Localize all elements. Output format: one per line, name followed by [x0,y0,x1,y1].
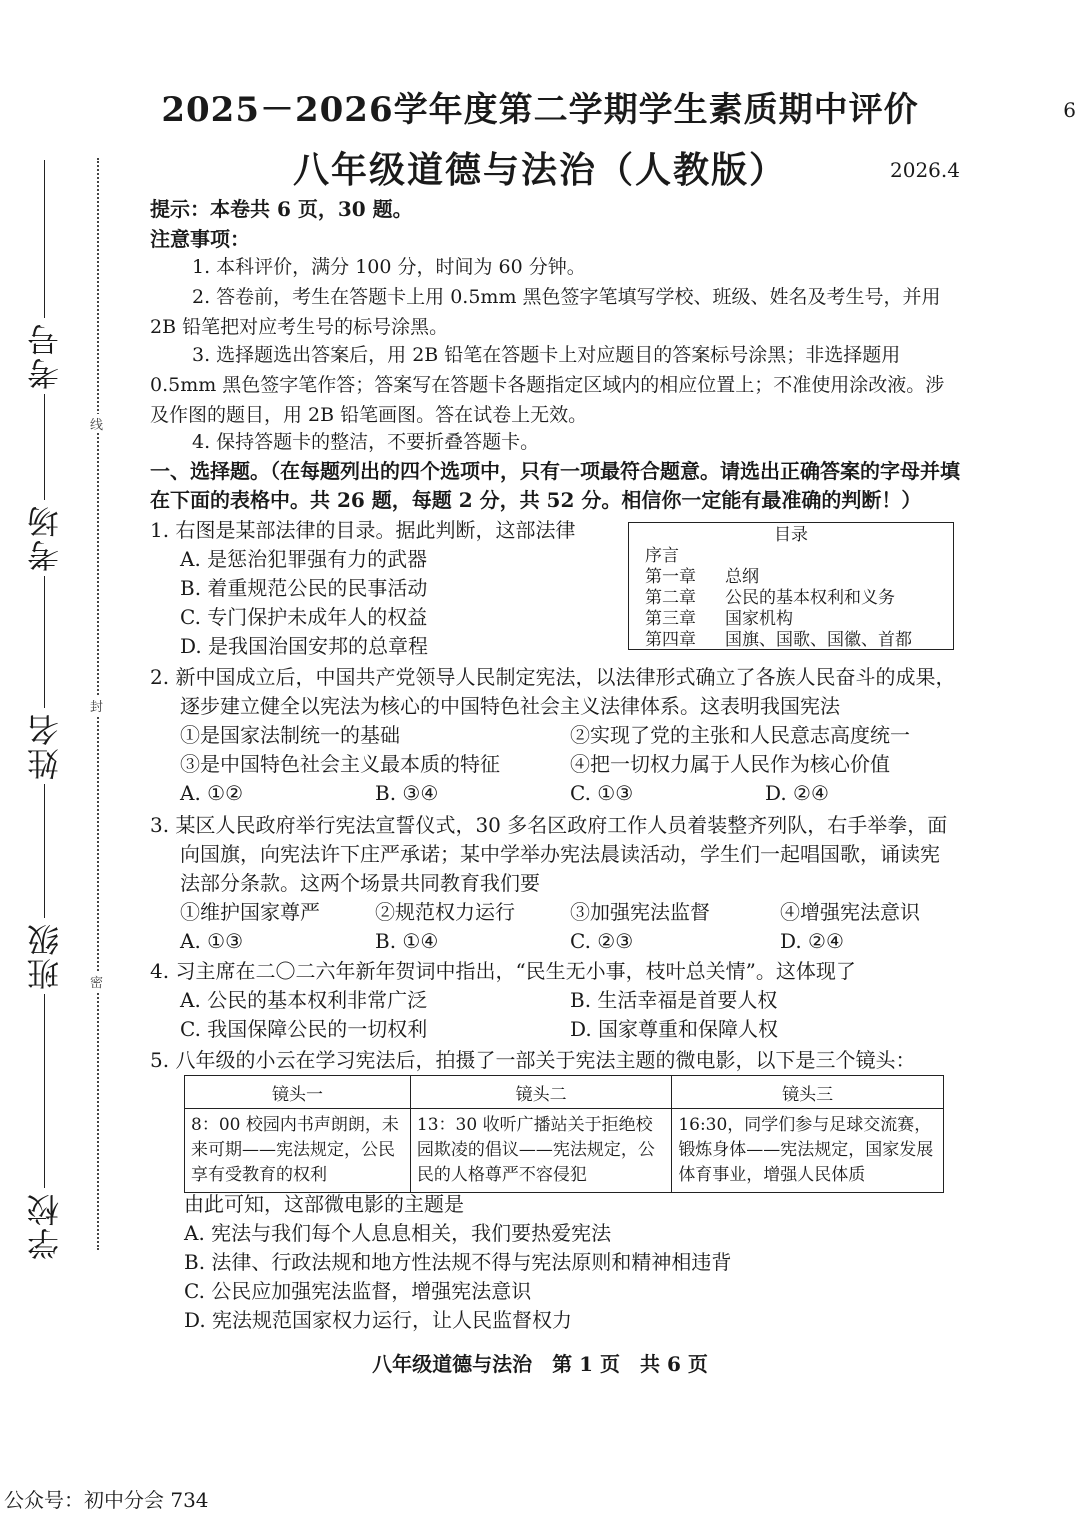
page-footer: 八年级道德与法治 第 1 页 共 6 页 [372,1352,708,1376]
question-5 [150,1046,958,1075]
field-class: 班级 [22,918,68,994]
corner-page-number: 6 [1063,98,1076,122]
statement-3: ③加强宪法监督 [570,900,710,924]
field-exam-room: 考场 [22,500,68,576]
option-c: C. 专门保护未成年人的权益 [180,605,428,629]
notice-title: 注意事项： [150,227,250,251]
option-a: A. ①② [180,781,244,805]
exam-title: 2025－2026学年度第二学期学生素质期中评价 [161,90,919,130]
exam-date: 2026.4 [890,158,960,182]
option-d: D. ②④ [765,781,829,805]
question-3 [150,811,958,956]
cut-mark-seal: 封 [90,696,103,715]
statement-2: ②规范权力运行 [375,900,515,924]
question-stem: 1. 右图是某部法律的目录。据此判断，这部法律 [150,518,576,542]
option-b: B. ①④ [375,929,439,953]
question-stem: 2. 新中国成立后，中国共产党领导人民制定宪法，以法律形式确立了各族人民奋斗的成果，逐步建立健全以宪法为核心的中国特色社会主义法律体系。这表明我国宪法 [150,665,956,718]
shot-3-body: 16:30，同学们参与足球交流赛，锻炼身体——宪法规定，国家发展体育事业，增强人民体质 [672,1109,944,1193]
field-school: 学校 [22,1188,68,1264]
shot-3-header: 镜头三 [672,1076,944,1109]
option-d: D. 国家尊重和保障人权 [570,1017,779,1041]
section-heading: 一、选择题。（在每题列出的四个选项中，只有一项最符合题意。请选出正确答案的字母并填在下面的表格中。共 26 题，每题 2 分，共 52 分。相信你一定能有最准确的判断！） [150,459,960,512]
option-b: B. 生活幸福是首要人权 [570,988,778,1012]
question-2 [150,663,958,808]
notice-item: 4. 保持答题卡的整洁，不要折叠答题卡。 [192,431,540,453]
question-stem: 4. 习主席在二〇二六年新年贺词中指出，“民生无小事，枝叶总关情”。这体现了 [150,959,856,983]
option-b: B. ③④ [375,781,439,805]
toc-preface: 序言 [645,546,679,566]
option-a: A. 公民的基本权利非常广泛 [180,988,428,1012]
shot-2-header: 镜头二 [410,1076,671,1109]
option-a: A. ①③ [180,929,244,953]
shot-2-body: 13：30 收听广播站关于拒绝校园欺凌的倡议——宪法规定，公民的人格尊严不容侵犯 [410,1109,671,1193]
shot-1-body: 8：00 校园内书声朗朗，未来可期——宪法规定，公民享有受教育的权利 [185,1109,411,1193]
question-4 [150,957,958,1044]
cut-mark-line: 线 [90,414,103,433]
question-5-options [184,1190,964,1335]
option-a: A. 宪法与我们每个人息息相关，我们要热爱宪法 [184,1221,612,1245]
statement-1: ①维护国家尊严 [180,900,320,924]
option-b: B. 着重规范公民的民事活动 [180,576,428,600]
tip-line: 提示：本卷共 6 页，30 题。 [150,197,413,221]
question-1 [150,516,620,661]
option-c: C. ②③ [570,929,634,953]
toc-chapter: 第一章 总纲 [645,567,759,587]
statement-2: ②实现了党的主张和人民意志高度统一 [570,723,910,747]
law-table-of-contents [628,522,954,650]
notice-item: 2. 答卷前，考生在答题卡上用 0.5mm 黑色签字笔填写学校、班级、姓名及考生号，并用 2B 铅笔把对应考生号的标号涂黑。 [150,286,941,338]
option-c: C. 我国保障公民的一切权利 [180,1017,428,1041]
notice-item: 1. 本科评价，满分 100 分，时间为 60 分钟。 [192,256,586,278]
toc-chapter: 第二章 公民的基本权利和义务 [645,588,895,608]
shot-1-header: 镜头一 [185,1076,411,1109]
option-d: D. 是我国治国安邦的总章程 [180,634,429,658]
option-b: B. 法律、行政法规和地方性法规不得与宪法原则和精神相违背 [184,1250,732,1274]
question-stem: 3. 某区人民政府举行宪法宣誓仪式，30 多名区政府工作人员着装整齐列队，右手举拳，面向国旗，向宪法许下庄严承诺；某中学举办宪法晨读活动，学生们一起唱国歌，诵读宪法部分条款。这两个场景共同教育我们要 [150,813,948,895]
cut-mark-close: 密 [90,972,103,991]
field-exam-no: 考号 [22,318,68,394]
statement-4: ④把一切权力属于人民作为核心价值 [570,752,890,776]
toc-chapter: 第三章 国家机构 [645,609,793,629]
exam-subtitle: 八年级道德与法治（人教版） [292,149,787,191]
watermark-text: 公众号：初中分会 734 [4,1488,209,1512]
statement-4: ④增强宪法意识 [780,900,920,924]
toc-title: 目录 [774,525,808,545]
option-c: C. 公民应加强宪法监督，增强宪法意识 [184,1279,532,1303]
statement-3: ③是中国特色社会主义最本质的特征 [180,752,500,776]
question-follow: 由此可知，这部微电影的主题是 [184,1192,464,1216]
question-stem: 5. 八年级的小云在学习宪法后，拍摄了一部关于宪法主题的微电影，以下是三个镜头： [150,1048,916,1072]
notice-item: 3. 选择题选出答案后，用 2B 铅笔在答题卡上对应题目的答案标号涂黑；非选择题用 0.5mm 黑色签字笔作答；答案写在答题卡各题指定区域内的相应位置上；不准使用涂改液。涉及作图的题目，用 2B 铅笔画图。答在试卷上无效。 [150,344,945,426]
option-c: C. ①③ [570,781,634,805]
option-d: D. ②④ [780,929,844,953]
option-a: A. 是惩治犯罪强有力的武器 [180,547,428,571]
shots-table [184,1075,944,1193]
field-name: 姓名 [22,708,68,784]
toc-chapter: 第四章 国旗、国歌、国徽、首都 [645,630,912,650]
option-d: D. 宪法规范国家权力运行，让人民监督权力 [184,1308,573,1332]
statement-1: ①是国家法制统一的基础 [180,723,400,747]
